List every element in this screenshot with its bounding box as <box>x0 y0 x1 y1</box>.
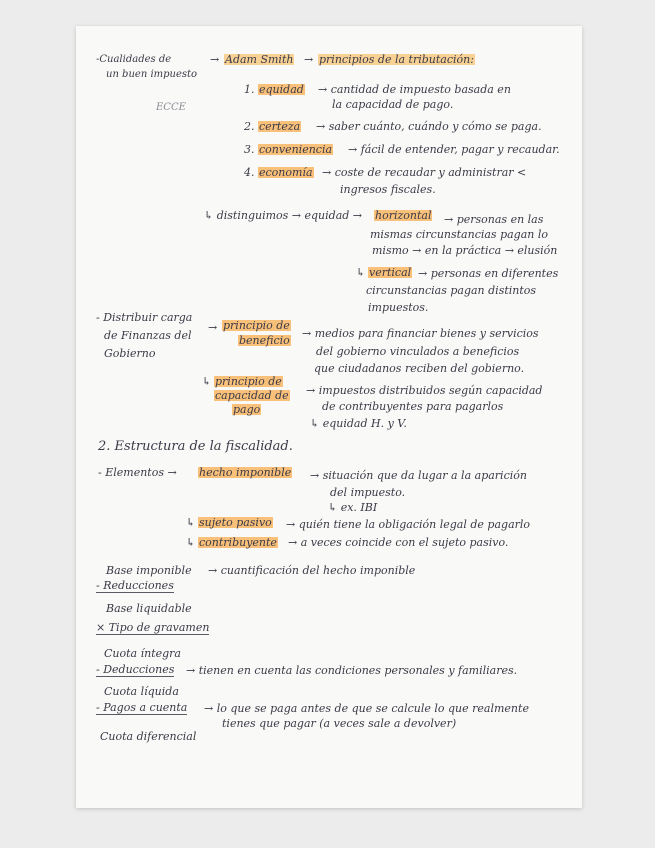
cuota-integra: Cuota íntegra <box>104 647 181 660</box>
cuota-diferencial: Cuota diferencial <box>100 730 197 743</box>
economia-desc-1: → coste de recaudar y administrar < <box>322 166 527 179</box>
conveniencia-desc: → fácil de entender, pagar y recaudar. <box>348 143 560 156</box>
pagos-desc-2: tienes que pagar (a veces sale a devolver) <box>222 717 457 730</box>
distribuir-label-2: de Finanzas del <box>104 329 192 342</box>
term-certeza: certeza <box>259 120 301 133</box>
deducciones-desc: → tienen en cuenta las condiciones personales y familiares. <box>186 664 518 677</box>
arrow: → <box>304 53 314 66</box>
principio-capacidad-2: capacidad de <box>215 389 289 402</box>
base-imponible: Base imponible <box>106 564 192 577</box>
pagos-desc-1: → lo que se paga antes de que se calcule lo que realmente <box>204 702 529 715</box>
arrow: → <box>210 53 220 66</box>
arrow: → <box>208 321 218 334</box>
principios-tributacion: principios de la tributación: <box>319 53 474 66</box>
contrib-prefix: ↳ <box>186 536 196 549</box>
reducciones: - Reducciones <box>96 579 174 592</box>
cuota-liquida: Cuota líquida <box>104 685 179 698</box>
capacidad-desc-3: ↳ equidad H. y V. <box>310 417 407 430</box>
item-number: 1. <box>244 83 255 96</box>
cualidades-label-2: un buen impuesto <box>106 69 198 80</box>
adam-smith: Adam Smith <box>225 53 294 66</box>
item-number: 2. <box>244 120 255 133</box>
beneficio-desc-3: que ciudadanos reciben del gobierno. <box>314 362 525 375</box>
hecho-desc-2: del impuesto. <box>330 486 406 499</box>
hecho-desc-1: → situación que da lugar a la aparición <box>310 469 527 482</box>
sujeto-desc: → quién tiene la obligación legal de pagarlo <box>286 518 531 531</box>
equidad-desc-2: la capacidad de pago. <box>332 98 454 111</box>
hecho-desc-3: ↳ ex. IBI <box>328 501 378 514</box>
vertical-desc-1: → personas en diferentes <box>418 267 559 280</box>
term-conveniencia: conveniencia <box>259 143 333 156</box>
horizontal-desc-1: → personas en las <box>444 213 544 226</box>
term-sujeto-pasivo: sujeto pasivo <box>199 516 272 529</box>
item-number: 3. <box>244 143 255 156</box>
distribuir-label-3: Gobierno <box>104 347 156 360</box>
pagos-a-cuenta: - Pagos a cuenta <box>96 701 188 714</box>
item-number: 4. <box>244 166 255 179</box>
economia-desc-2: ingresos fiscales. <box>340 183 436 196</box>
distribuir-label-1: - Distribuir carga <box>96 311 193 324</box>
cualidades-label-1: -Cualidades de <box>96 54 172 65</box>
certeza-desc: → saber cuánto, cuándo y cómo se paga. <box>316 120 542 133</box>
principio-capacidad-3: pago <box>233 403 261 416</box>
vertical-prefix: ↳ <box>356 266 366 279</box>
beneficio-desc-2: del gobierno vinculados a beneficios <box>316 345 520 358</box>
term-hecho-imponible: hecho imponible <box>199 466 292 479</box>
capacidad-prefix: ↳ <box>202 375 212 388</box>
principio-beneficio-1: principio de <box>223 319 290 332</box>
base-liquidable: Base liquidable <box>106 602 192 615</box>
term-equidad: equidad <box>259 83 304 96</box>
base-imponible-desc: → cuantificación del hecho imponible <box>208 564 416 577</box>
contrib-desc: → a veces coincide con el sujeto pasivo. <box>288 536 509 549</box>
mnemonic-ecce: ECCE <box>156 102 186 113</box>
distinguimos-prefix: ↳ distinguimos → equidad → <box>204 209 363 222</box>
capacidad-desc-2: de contribuyentes para pagarlos <box>322 400 504 413</box>
horizontal-desc-2: mismas circunstancias pagan lo <box>370 228 548 241</box>
deducciones: - Deducciones <box>96 663 175 676</box>
elementos-label: - Elementos → <box>98 466 177 479</box>
term-contribuyente: contribuyente <box>199 536 277 549</box>
tipo-gravamen: × Tipo de gravamen <box>96 621 210 634</box>
principio-beneficio-2: beneficio <box>239 334 290 347</box>
sujeto-prefix: ↳ <box>186 516 196 529</box>
horizontal-desc-3: mismo → en la práctica → elusión <box>372 244 558 257</box>
vertical-desc-3: impuestos. <box>368 301 429 314</box>
term-economia: economía <box>259 166 313 179</box>
capacidad-desc-1: → impuestos distribuidos según capacidad <box>306 384 543 397</box>
beneficio-desc-1: → medios para financiar bienes y servicios <box>302 327 539 340</box>
vertical-desc-2: circunstancias pagan distintos <box>366 284 537 297</box>
section-title: 2. Estructura de la fiscalidad. <box>98 439 293 454</box>
term-horizontal: horizontal <box>375 209 432 222</box>
term-vertical: vertical <box>369 266 412 279</box>
principio-capacidad-1: principio de <box>215 375 282 388</box>
equidad-desc-1: → cantidad de impuesto basada en <box>318 83 511 96</box>
